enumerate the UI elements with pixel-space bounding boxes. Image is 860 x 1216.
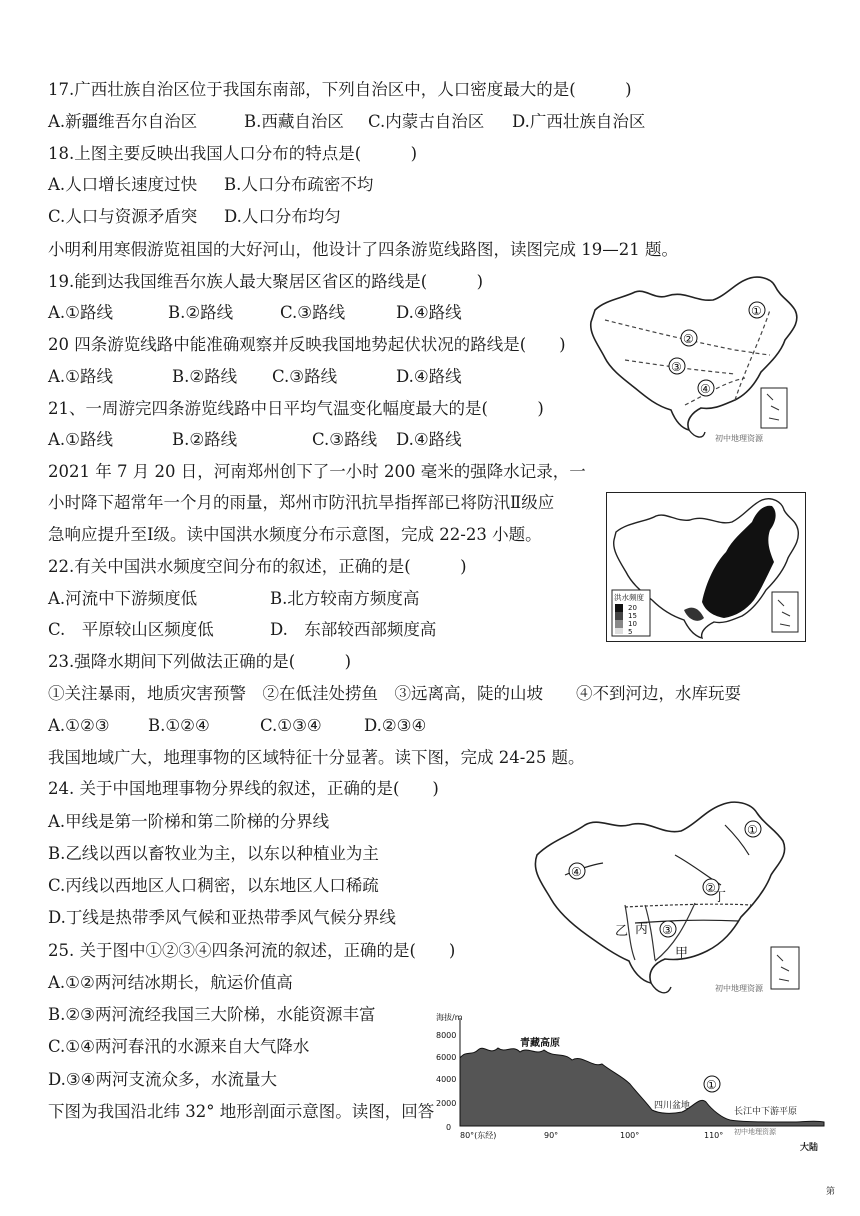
q21-option-b: B.②路线 <box>172 430 238 449</box>
legend-value-20: 20 <box>628 604 637 612</box>
south-sea-inset <box>771 947 799 989</box>
intro-24-25: 我国地域广大，地理事物的区域特征十分显著。读下图，完成 24-25 题。 <box>48 748 585 767</box>
profile-y-tick-0: 0 <box>446 1123 452 1132</box>
intro-22-23-line2: 小时降下超常年一个月的雨量，郑州市防汛抗旱指挥部已将防汛Ⅱ级应 <box>48 493 555 512</box>
line-label-bing: 丙 <box>635 922 649 937</box>
q23-items: ①关注暴雨，地质灾害预警 ②在低洼处捞鱼 ③远离高，陡的山坡 ④不到河边，水库玩耍 <box>48 684 741 703</box>
map1-label-3: ③ <box>671 360 682 374</box>
q23-option-b: B.①②④ <box>148 716 210 735</box>
intro-profile: 下图为我国沿北纬 32° 地形剖面示意图。读图，回答 <box>48 1102 435 1121</box>
map1-label-1: ① <box>751 304 762 318</box>
q23-options <box>48 715 548 737</box>
q21-option-a: A.①路线 <box>48 430 113 449</box>
q22-option-d: D. 东部较西部频度高 <box>270 620 437 639</box>
q20-option-d: D.④路线 <box>396 367 462 386</box>
legend-value-5: 5 <box>628 628 633 636</box>
intro-22-23-line1: 2021 年 7 月 20 日，河南郑州创下了一小时 200 毫米的强降水记录，一 <box>48 462 586 481</box>
q20-option-c: C.③路线 <box>272 367 338 386</box>
q24-option-d: D.丁线是热带季风气候和亚热带季风气候分界线 <box>48 908 396 927</box>
q18-option-d: D.人口分布均匀 <box>224 207 341 226</box>
q21-options <box>48 429 548 451</box>
q17-stem: 17.广西壮族自治区位于我国东南部，下列自治区中，人口密度最大的是( ) <box>48 80 632 99</box>
q18-stem: 18.上图主要反映出我国人口分布的特点是( ) <box>48 144 418 163</box>
line-label-yi: 乙 <box>615 924 629 939</box>
q17-option-b: B.西藏自治区 <box>244 112 344 131</box>
q22-options-row2 <box>48 619 548 641</box>
map3-label-3: ③ <box>662 923 673 937</box>
q22-stem: 22.有关中国洪水频度空间分布的叙述，正确的是( ) <box>48 557 467 576</box>
intro-22-23-line3: 急响应提升至Ⅰ级。读中国洪水频度分布示意图，完成 22-23 小题。 <box>48 525 542 544</box>
legend-title: 洪水频度 <box>614 593 644 602</box>
profile-y-tick-6000: 6000 <box>436 1053 457 1062</box>
q24-option-a: A.甲线是第一阶梯和第二阶梯的分界线 <box>48 812 330 831</box>
q25-option-d: D.③④两河支流众多，水流量大 <box>48 1070 277 1089</box>
q17-option-c: C.内蒙古自治区 <box>368 112 485 131</box>
map1-watermark: 初中地理资源 <box>715 434 763 443</box>
q18-options-row2 <box>48 206 548 228</box>
q23-option-a: A.①②③ <box>48 716 110 735</box>
q22-option-c: C. 平原较山区频度低 <box>48 620 214 639</box>
q25-stem: 25. 关于图中①②③④四条河流的叙述，正确的是( ) <box>48 941 456 960</box>
profile-region-sichuan: 四川盆地 <box>654 1101 691 1111</box>
q18-option-a: A.人口增长速度过快 <box>48 175 198 194</box>
profile-region-qinghai-tibet: 青藏高原 <box>520 1038 560 1049</box>
q20-options <box>48 366 548 388</box>
profile-y-tick-4000: 4000 <box>436 1075 457 1084</box>
map3-watermark: 初中地理资源 <box>715 984 763 993</box>
profile-x-tick-100: 100° <box>620 1131 640 1140</box>
q25-option-a: A.①②两河结冰期长，航运价值高 <box>48 973 293 992</box>
q20-option-b: B.②路线 <box>172 367 238 386</box>
q18-option-c: C.人口与资源矛盾突 <box>48 207 198 226</box>
terrain-profile-32N <box>432 1010 828 1160</box>
q23-option-d: D.②③④ <box>364 716 427 735</box>
q17-option-a: A.新疆维吾尔自治区 <box>48 112 198 131</box>
q18-options-row1 <box>48 174 548 196</box>
q24-option-b: B.乙线以西以畜牧业为主，以东以种植业为主 <box>48 844 379 863</box>
profile-y-title: 海拔/m <box>436 1013 463 1022</box>
river-3 <box>635 920 739 923</box>
profile-x-tick-90: 90° <box>544 1131 559 1140</box>
q25-option-b: B.②③两河流经我国三大阶梯，水能资源丰富 <box>48 1005 376 1024</box>
q19-option-a: A.①路线 <box>48 303 113 322</box>
legend-value-10: 10 <box>628 620 637 628</box>
legend-value-15: 15 <box>628 612 637 620</box>
route-4 <box>685 378 745 405</box>
q24-option-c: C.丙线以西地区人口稠密，以东地区人口稀疏 <box>48 876 379 895</box>
map1-label-2: ② <box>683 332 694 346</box>
flood-frequency-map <box>606 492 806 642</box>
line-label-jia: 甲 <box>675 946 689 961</box>
q22-option-b: B.北方较南方频度高 <box>270 589 420 608</box>
q22-options-row1 <box>48 588 548 610</box>
profile-x-tick-80: 80°(东经) <box>460 1131 497 1140</box>
q19-option-b: B.②路线 <box>168 303 234 322</box>
profile-watermark: 初中地理资源 <box>734 1128 776 1136</box>
q19-stem: 19.能到达我国维吾尔族人最大聚居区省区的路线是( ) <box>48 272 484 291</box>
map3-label-4: ④ <box>571 865 582 879</box>
profile-marker-1: ① <box>706 1078 717 1092</box>
boundary-lines-map <box>525 795 825 1005</box>
q25-option-c: C.①④两河春汛的水源来自大气降水 <box>48 1037 310 1056</box>
q21-stem: 21、一周游完四条游览线路中日平均气温变化幅度最大的是( ) <box>48 399 544 418</box>
line-ding <box>625 904 751 907</box>
map3-label-2: ② <box>705 881 716 895</box>
q21-option-c: C.③路线 <box>312 430 378 449</box>
profile-y-tick-2000: 2000 <box>436 1099 457 1108</box>
south-sea-inset <box>772 592 798 632</box>
q20-stem: 20 四条游览线路中能准确观察并反映我国地势起伏状况的路线是( ) <box>48 335 566 354</box>
q22-option-a: A.河流中下游频度低 <box>48 589 198 608</box>
map1-label-4: ④ <box>700 382 711 396</box>
q17-option-d: D.广西壮族自治区 <box>512 112 646 131</box>
map3-label-1: ① <box>747 823 758 837</box>
q18-option-b: B.人口分布疏密不均 <box>224 175 374 194</box>
q19-option-d: D.④路线 <box>396 303 462 322</box>
profile-region-yangtze: 长江中下游平原 <box>734 1107 798 1117</box>
tour-routes-map <box>585 270 825 450</box>
q23-stem: 23.强降水期间下列做法正确的是( ) <box>48 652 352 671</box>
line-label-ding: 丁 <box>713 890 727 905</box>
q21-option-d: D.④路线 <box>396 430 462 449</box>
q19-options <box>48 302 548 324</box>
profile-x-tick-110: 110° <box>704 1131 724 1140</box>
profile-y-tick-8000: 8000 <box>436 1031 457 1040</box>
profile-corner-text: 大陆 <box>800 1143 819 1153</box>
page-footer: 第 <box>826 1187 836 1197</box>
q19-option-c: C.③路线 <box>280 303 346 322</box>
q20-option-a: A.①路线 <box>48 367 113 386</box>
q17-options <box>48 111 748 133</box>
q23-option-c: C.①③④ <box>260 716 322 735</box>
q24-stem: 24. 关于中国地理事物分界线的叙述，正确的是( ) <box>48 779 439 798</box>
intro-19-21: 小明利用寒假游览祖国的大好河山，他设计了四条游览线路图，读图完成 19—21 题。 <box>48 240 678 259</box>
